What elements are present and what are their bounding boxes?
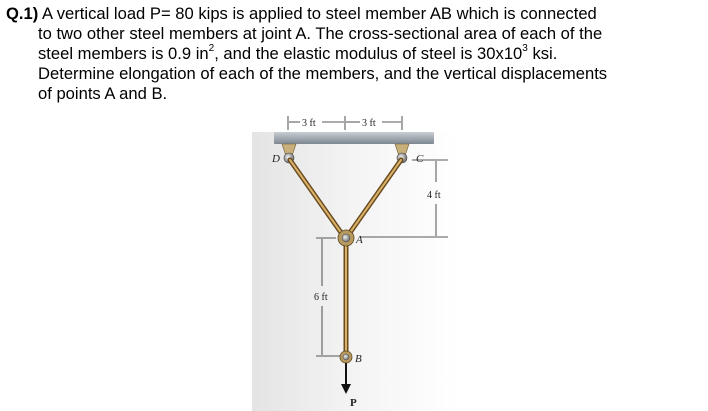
dim-vertical-left: 6 ft: [314, 292, 328, 303]
problem-statement: [6, 4, 702, 104]
dim-left-top: 3 ft: [302, 118, 316, 129]
question-number: Q.1): [6, 4, 39, 23]
problem-line-3: [6, 44, 702, 64]
area-exponent: 2: [208, 43, 215, 55]
ceiling-support: [274, 132, 434, 144]
joint-b: [340, 351, 352, 363]
label-p: P: [350, 397, 357, 409]
figure-background: [252, 132, 458, 411]
label-a: A: [356, 234, 363, 246]
label-d: D: [272, 153, 280, 165]
problem-text-1: A vertical load P= 80 kips is applied to steel member AB which is connected: [41, 4, 597, 23]
area-text: steel members is 0.9 in: [38, 44, 209, 63]
modulus-exponent: 3: [522, 43, 528, 55]
truss-diagram: [252, 110, 458, 411]
truss-figure: [252, 110, 458, 411]
modulus-unit: ksi.: [527, 44, 558, 63]
problem-line-2: to two other steel members at joint A. The cross-sectional area of each of the: [38, 24, 603, 43]
label-c: C: [416, 153, 424, 165]
modulus-text: , and the elastic modulus of steel is 30x10: [214, 44, 523, 63]
problem-line-4: Determine elongation of each of the members, and the vertical displacements: [38, 64, 608, 83]
dim-right-top: 3 ft: [362, 118, 376, 129]
label-b: B: [355, 353, 362, 365]
problem-line-5: of points A and B.: [38, 84, 168, 103]
problem-line-1: [6, 4, 702, 24]
dim-vertical-right: 4 ft: [427, 190, 441, 201]
joint-a: [338, 230, 354, 246]
